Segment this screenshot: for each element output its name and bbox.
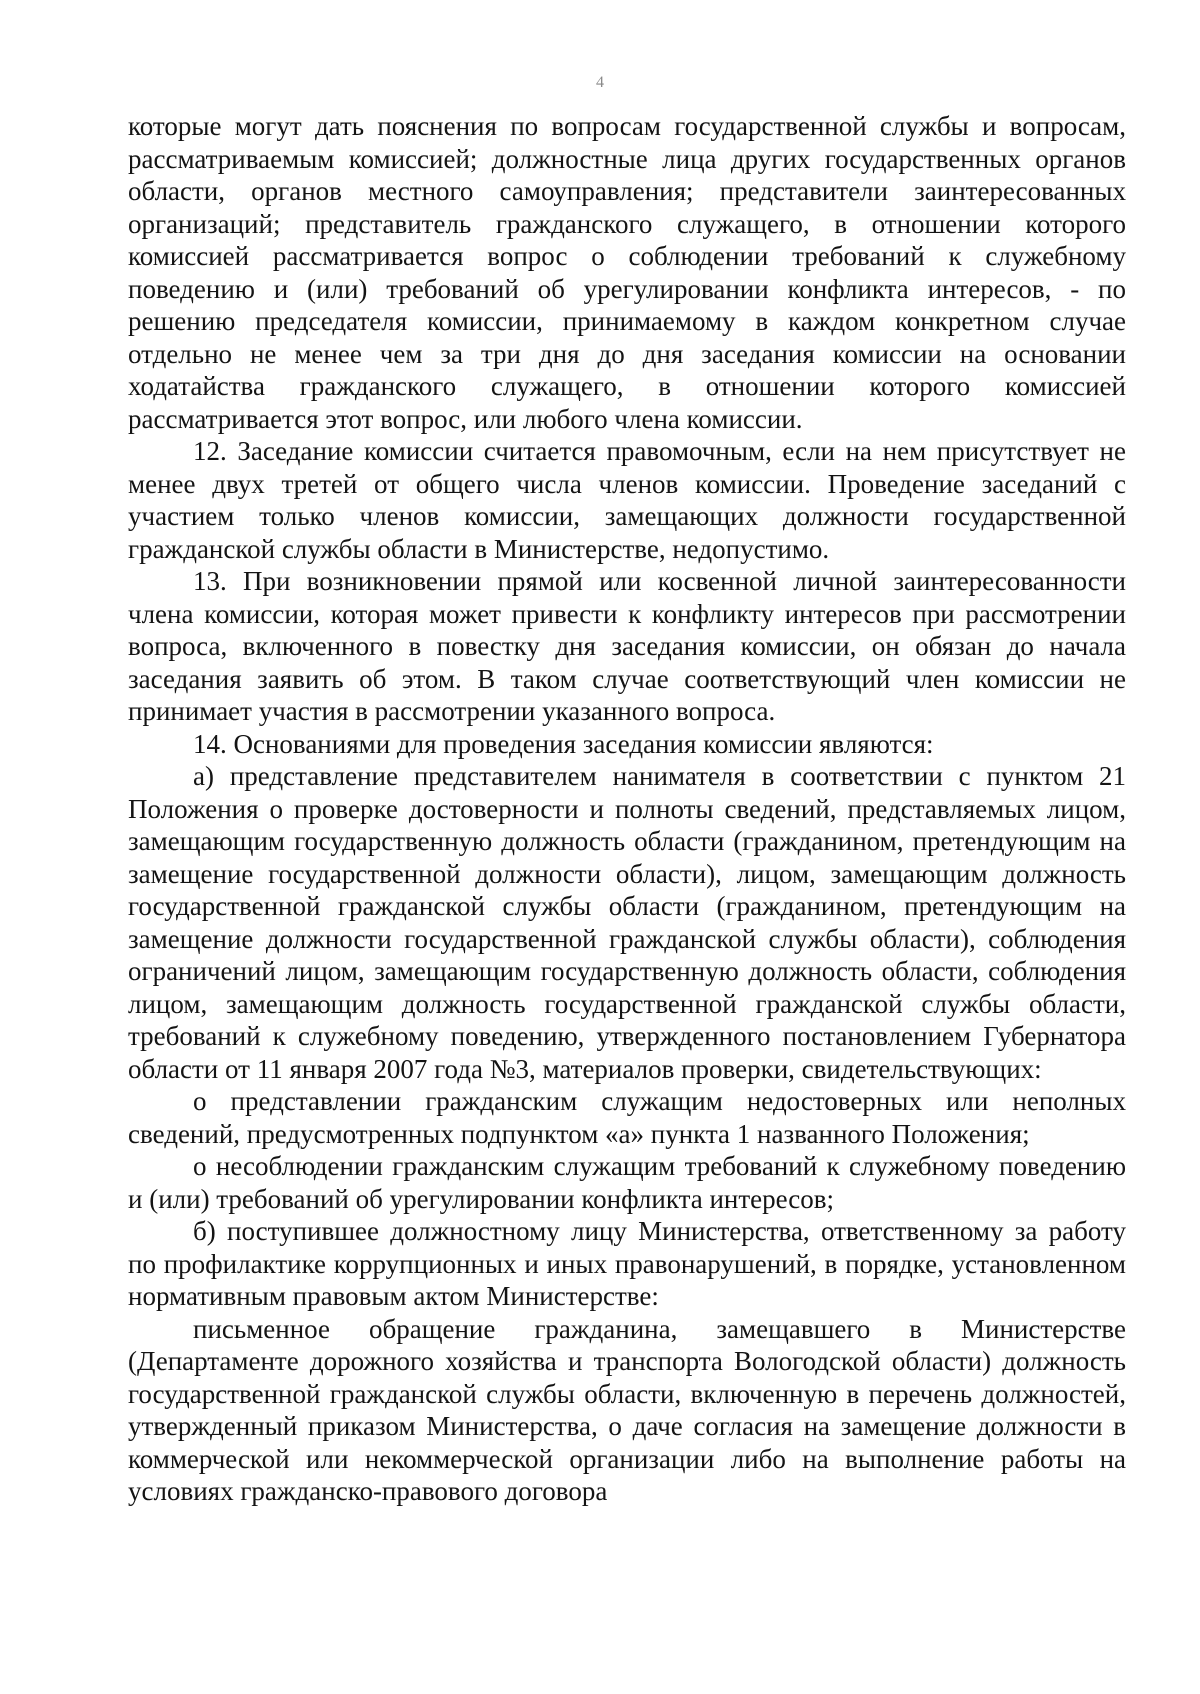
page-number: 4 [596, 74, 604, 91]
paragraph-item-13: 13. При возникновении прямой или косвенной личной заинтересованности члена комиссии, которая может привести к конфликту интересов при рассмотрении вопроса, включенного в повестку дня заседания комиссии, он обязан до начала заседания заявить об этом. В таком случае соответствующий член комиссии не принимает участия в рассмотрении указанного вопроса. [128, 566, 1126, 726]
paragraph-subitem-a: а) представление представителем нанимателя в соответствии с пунктом 21 Положения о проверке достоверности и полноты сведений, представляемых лицом, замещающим государственную должность области (гражданином, претендующим на замещение государственной должности области), лицом, замещающим должность государственной гражданской службы области (гражданином, претендующим на замещение должности государственной гражданской службы области), соблюдения ограничений лицом, замещающим государственную должность области, соблюдения лицом, замещающим должность государственной гражданской службы области, требований к служебному поведению, утвержденного постановлением Губернатора области от 11 января 2007 года №3, материалов проверки, свидетельствующих: [128, 761, 1126, 1084]
paragraph-item-12: 12. Заседание комиссии считается правомочным, если на нем присутствует не менее двух третей от общего числа членов комиссии. Проведение заседаний с участием только членов комиссии, замещающих должности государственной гражданской службы области в Министерстве, недопустимо. [128, 436, 1126, 564]
paragraph-subitem-b-1: письменное обращение гражданина, замещавшего в Министерстве (Департаменте дорожного хозяйства и транспорта Вологодской области) должность государственной гражданской службы области, включенную в перечень должностей, утвержденный приказом Министерства, о даче согласия на замещение должности в коммерческой или некоммерческой организации либо на выполнение работы на условиях гражданско-правового договора [128, 1313, 1126, 1506]
paragraph-continuation: которые могут дать пояснения по вопросам государственной службы и вопросам, рассматриваемым комиссией; должностные лица других государственных органов области, органов местного самоуправления; представители заинтересованных организаций; представитель гражданского служащего, в отношении которого комиссией рассматривается вопрос о соблюдении требований к служебному поведению и (или) требований об урегулировании конфликта интересов, - по решению председателя комиссии, принимаемому в каждом конкретном случае отдельно не менее чем за три дня до дня заседания комиссии на основании ходатайства гражданского служащего, в отношении которого комиссией рассматривается этот вопрос, или любого члена комиссии. [128, 111, 1126, 434]
paragraph-subitem-a-2: о несоблюдении гражданским служащим требований к служебному поведению и (или) требований об урегулировании конфликта интересов; [128, 1151, 1126, 1214]
paragraph-item-14: 14. Основаниями для проведения заседания комиссии являются: [193, 728, 934, 759]
paragraph-subitem-b: б) поступившее должностному лицу Министерства, ответственному за работу по профилактике коррупционных и иных правонарушений, в порядке, установленном нормативным правовым актом Министерстве: [128, 1216, 1126, 1311]
paragraph-subitem-a-1: о представлении гражданским служащим недостоверных или неполных сведений, предусмотренных подпунктом «а» пункта 1 названного Положения; [128, 1086, 1126, 1149]
document-body [128, 110, 1126, 1508]
